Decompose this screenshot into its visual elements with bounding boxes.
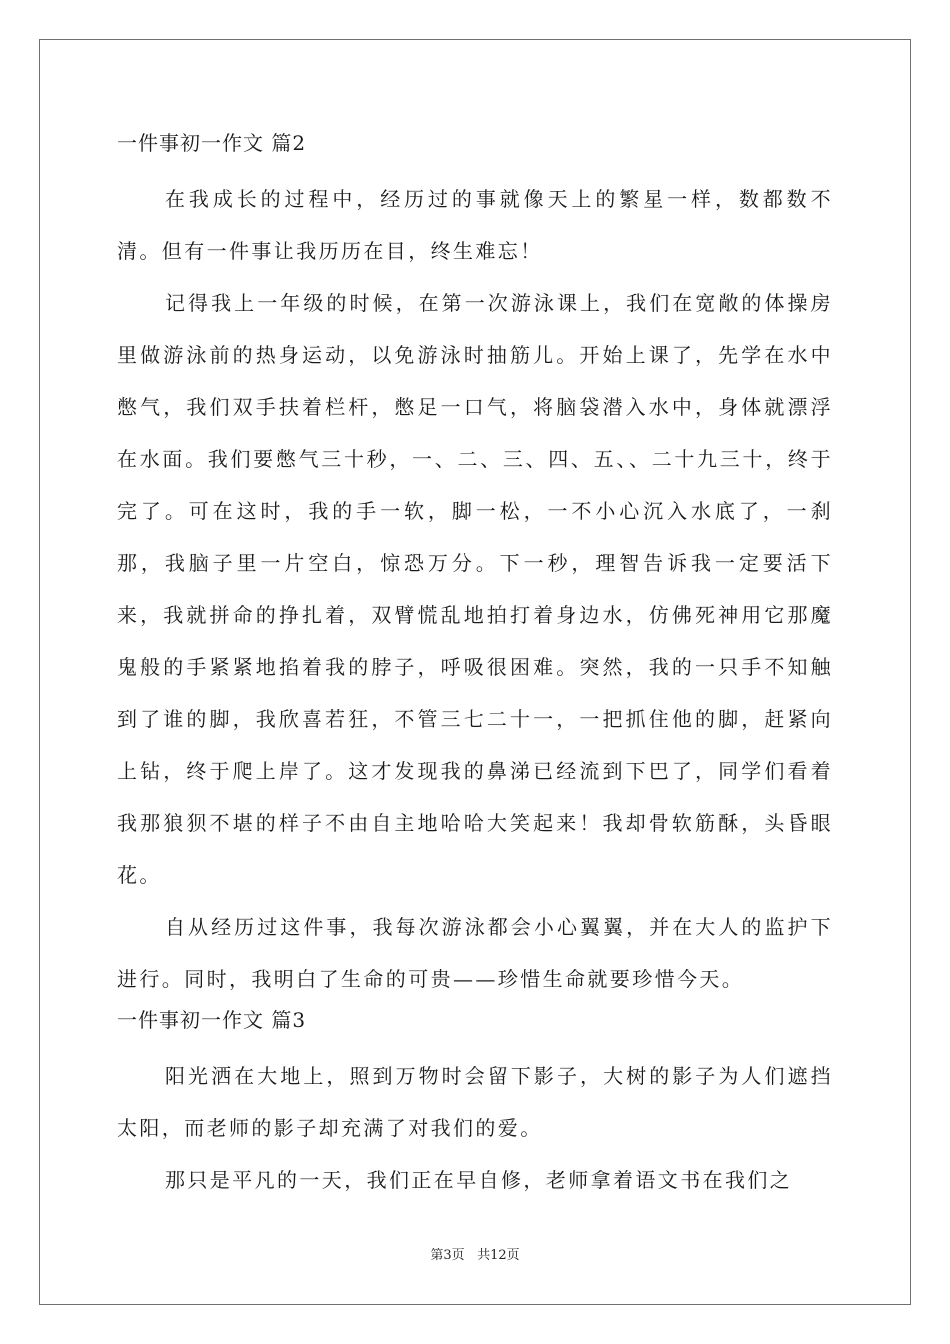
- paragraph: 记得我上一年级的时候，在第一次游泳课上，我们在宽敞的体操房里做游泳前的热身运动，以免游泳时抽筋儿。开始上课了，先学在水中憋气，我们双手扶着栏杆，憋足一口气，将脑袋潜入水中，身体就漂浮在水面。我们要憋气三十秒，一、二、三、四、五、、二十九三十，终于完了。可在这时，我的手一软，脚一松，一不小心沉入水底了，一刹那，我脑子里一片空白，惊恐万分。下一秒，理智告诉我一定要活下来，我就拼命的挣扎着，双臂慌乱地拍打着身边水，仿佛死神用它那魔鬼般的手紧紧地掐着我的脖子，呼吸很困难。突然，我的一只手不知触到了谁的脚，我欣喜若狂，不管三七二十一，一把抓住他的脚，赶紧向上钻，终于爬上岸了。这才发现我的鼻涕已经流到下巴了，同学们看着我那狼狈不堪的样子不由自主地哈哈大笑起来！我却骨软筋酥，头昏眼花。: [117, 291, 833, 887]
- section-heading: 一件事初一作文 篇2: [117, 131, 307, 155]
- paragraph: 阳光洒在大地上，照到万物时会留下影子，大树的影子为人们遮挡太阳，而老师的影子却充满了对我们的爱。: [117, 1064, 833, 1140]
- paragraph: 在我成长的过程中，经历过的事就像天上的繁星一样，数都数不清。但有一件事让我历历在目，终生难忘！: [117, 187, 833, 263]
- page-footer: [0, 1246, 950, 1266]
- page-number: 第3页: [430, 1248, 465, 1263]
- paragraph: 那只是平凡的一天，我们正在早自修，老师拿着语文书在我们之: [165, 1168, 793, 1192]
- document-body: [117, 128, 833, 1206]
- paragraph: 自从经历过这件事，我每次游泳都会小心翼翼，并在大人的监护下进行。同时，我明白了生命的可贵——珍惜生命就要珍惜今天。: [117, 915, 833, 991]
- page-total: 共12页: [477, 1248, 520, 1263]
- section-heading: 一件事初一作文 篇3: [117, 1008, 307, 1032]
